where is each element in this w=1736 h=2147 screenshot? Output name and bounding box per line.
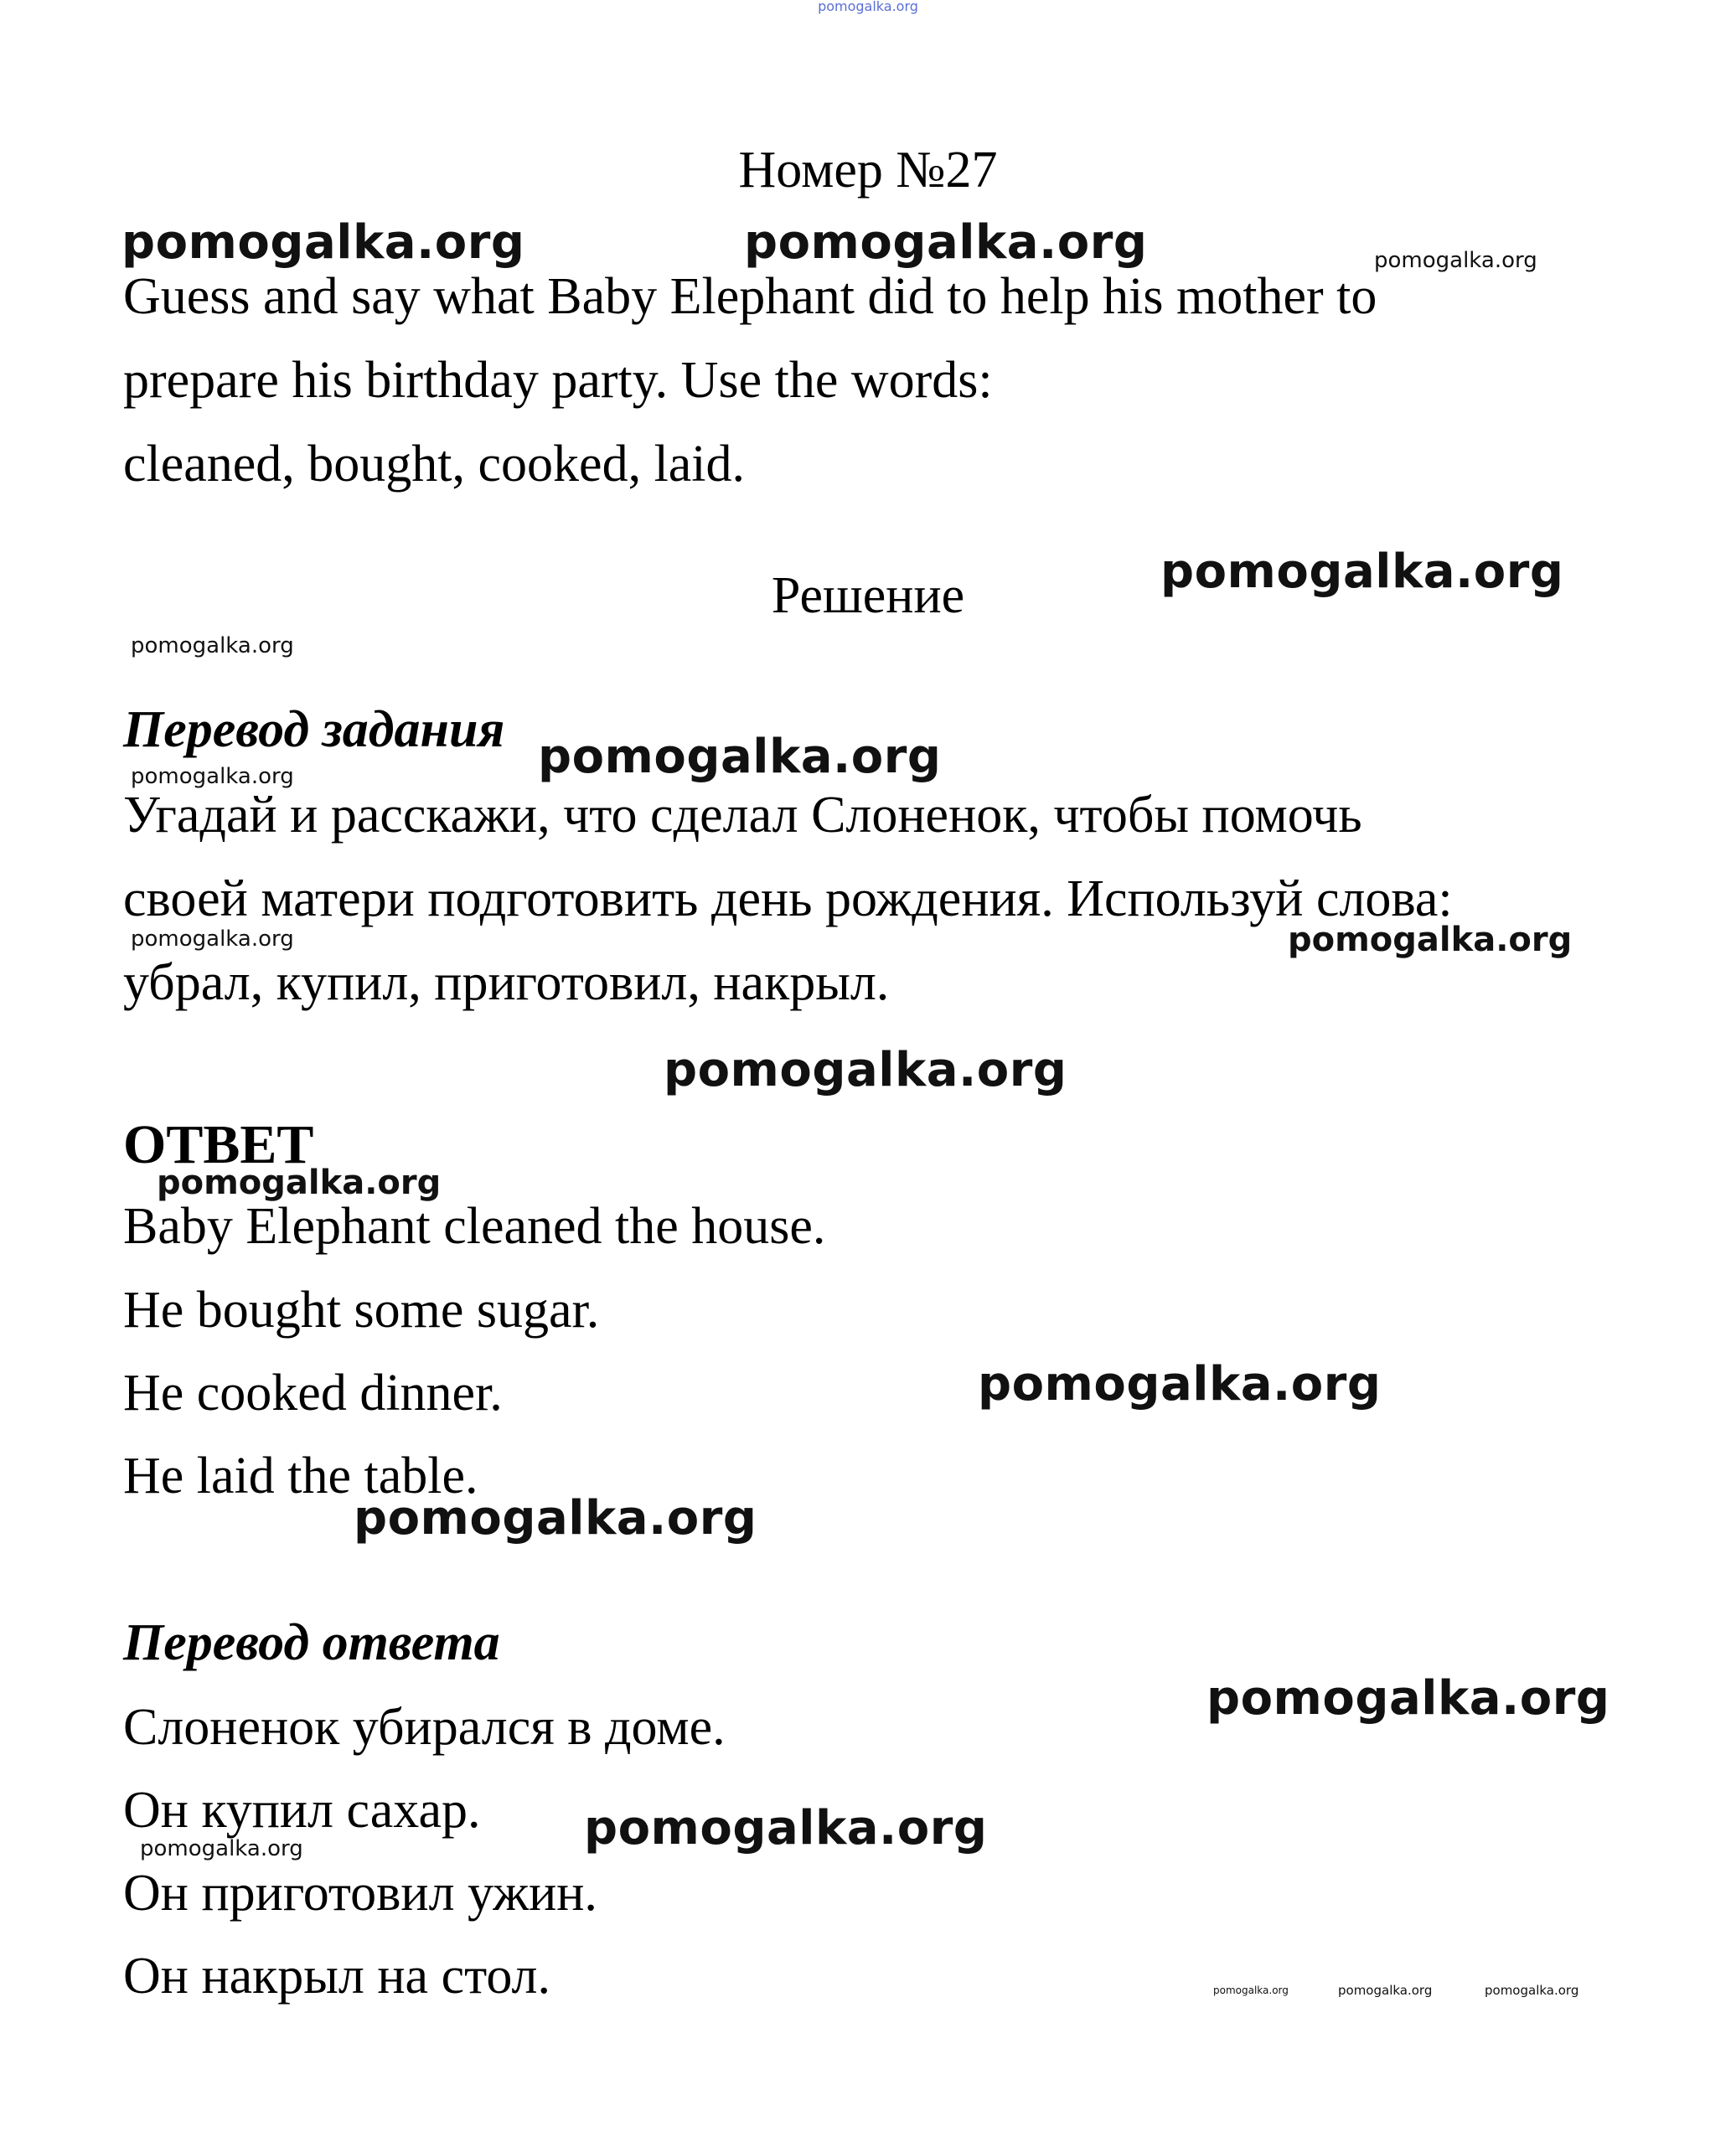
answer-line-3: He cooked dinner. (123, 1365, 503, 1422)
answer-line-2: He bought some sugar. (123, 1282, 600, 1339)
watermark: pomogalka.org (664, 1043, 1067, 1097)
answer-line-4: He laid the table. (123, 1448, 478, 1504)
task-translation-line-2: своей матери подготовить день рождения. Используй слова: (123, 870, 1453, 927)
page-title: Номер №27 (738, 142, 998, 199)
task-line-2: prepare his birthday party. Use the words: (123, 352, 993, 409)
answer-line-1: Baby Elephant cleaned the house. (123, 1198, 826, 1255)
watermark: pomogalka.org (354, 1491, 757, 1546)
watermark: pomogalka.org (1485, 1983, 1579, 1998)
watermark: pomogalka.org (1160, 544, 1564, 599)
watermark: pomogalka.org (157, 1164, 442, 1202)
watermark: pomogalka.org (1288, 921, 1573, 959)
watermark: pomogalka.org (1206, 1671, 1610, 1726)
answer-translation-line-4: Он накрыл на стол. (123, 1948, 550, 2005)
watermark: pomogalka.org (121, 215, 525, 270)
answer-translation-line-1: Слоненок убирался в доме. (123, 1699, 726, 1756)
answer-heading: ОТВЕТ (123, 1114, 314, 1175)
solution-heading: Решение (771, 567, 965, 624)
task-line-1: Guess and say what Baby Elephant did to help his mother to (123, 268, 1377, 325)
watermark: pomogalka.org (131, 926, 294, 952)
watermark: pomogalka.org (140, 1836, 303, 1861)
watermark: pomogalka.org (131, 633, 294, 658)
task-translation-heading: Перевод задания (123, 701, 505, 758)
answer-translation-heading: Перевод ответа (123, 1614, 500, 1671)
watermark: pomogalka.org (978, 1357, 1382, 1412)
answer-translation-line-3: Он приготовил ужин. (123, 1865, 597, 1922)
task-translation-line-3: убрал, купил, приготовил, накрыл. (123, 954, 890, 1011)
watermark: pomogalka.org (744, 215, 1148, 270)
watermark: pomogalka.org (1374, 248, 1537, 273)
watermark: pomogalka.org (1213, 1984, 1289, 1996)
task-translation-line-1: Угадай и расскажи, что сделал Слоненок, чтобы помочь (123, 787, 1362, 844)
watermark: pomogalka.org (584, 1801, 988, 1855)
watermark: pomogalka.org (538, 730, 942, 784)
top-watermark: pomogalka.org (818, 0, 918, 14)
watermark: pomogalka.org (1338, 1983, 1433, 1998)
watermark: pomogalka.org (131, 764, 294, 789)
answer-translation-line-2: Он купил сахар. (123, 1782, 481, 1839)
task-line-3: cleaned, bought, cooked, laid. (123, 436, 746, 493)
